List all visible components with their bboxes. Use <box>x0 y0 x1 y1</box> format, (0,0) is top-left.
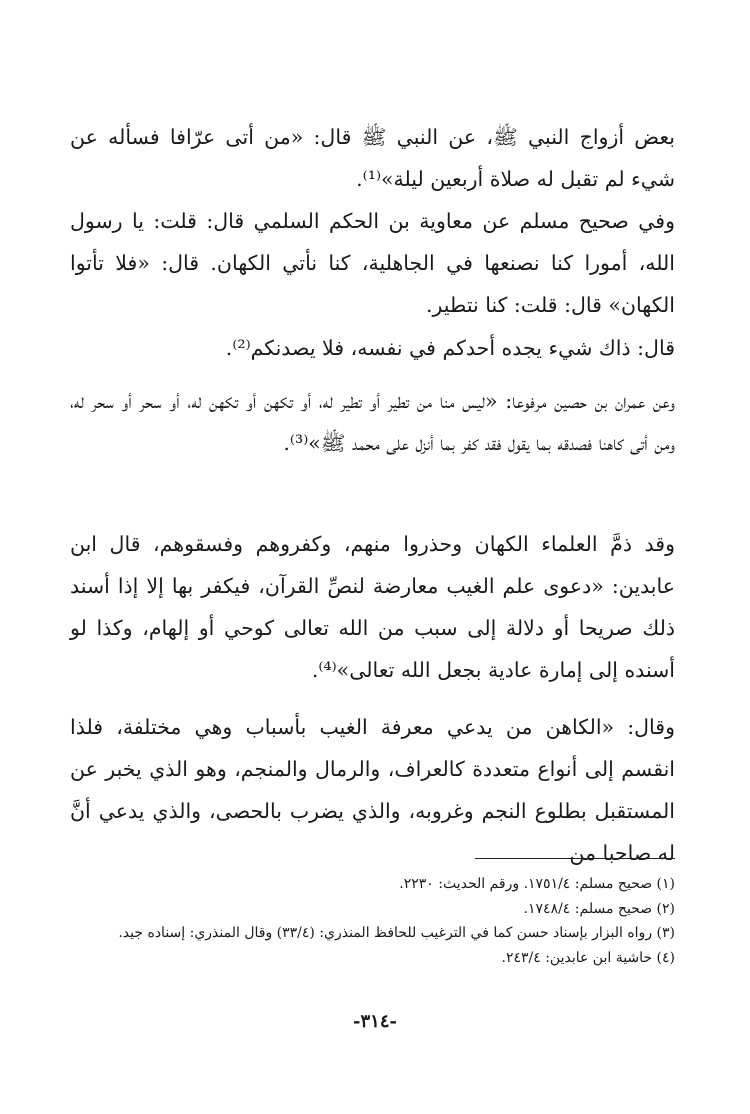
footnote-2: (٢) صحيح مسلم: ١٧٤٨/٤. <box>523 900 675 917</box>
body-paragraph-4: وعن عمران بن حصين مرفوعا: «ليس منا من تطير أو تطير له، أو تكهن أو تكهن له، أو سحر أو سحر له، ومن أتى كاهنا فصدقه بما يقول فقد كفر بما أنزل على محمد ﷺ»⁽³⁾. <box>70 389 675 455</box>
body-paragraph-6: وقال: «الكاهن من يدعي معرفة الغيب بأسباب وهي مختلفة، فلذا انقسم إلى أنواع متعددة كالعراف، والرمال والمنجم، وهو الذي يخبر عن المستقبل بطلوع النجم وغروبه، والذي يضرب بالحصى، والذي يدعي أنَّ له صاحبا من <box>70 715 675 865</box>
body-paragraph-5: وقد ذمَّ العلماء الكهان وحذروا منهم، وكفروهم وفسقوهم، قال ابن عابدين: «دعوى علم الغيب معارضة لنصِّ القرآن، فيكفر بها إلا إذا أسند ذلك صريحا أو دلالة إلى سبب من الله تعالى كوحي أو إلهام، وكذا لو أسنده إلى إمارة عادية بجعل الله تعالى»⁽⁴⁾. <box>70 532 675 682</box>
page-number: -٣١٤- <box>353 1011 397 1032</box>
footnote-1: (١) صحيح مسلم: ١٧٥١/٤. ورقم الحديث: ٢٢٣٠. <box>399 876 675 892</box>
footnote-4: (٤) حاشية ابن عابدين: ٢٤٣/٤. <box>501 949 675 966</box>
body-paragraph-2: وفي صحيح مسلم عن معاوية بن الحكم السلمي قال: قلت: يا رسول الله، أمورا كنا نصنعها في الجاهلية، كنا نأتي الكهان. قال: «فلا تأتوا الكهان» قال: قلت: كنا نتطير. <box>70 209 675 317</box>
footnotes-list <box>70 872 675 970</box>
footnote-separator <box>475 858 675 859</box>
body-paragraph-1: بعض أزواج النبي ﷺ، عن النبي ﷺ قال: «من أتى عرّافا فسأله عن شيء لم تقبل له صلاة أربعين ليلة»⁽¹⁾. <box>70 125 675 191</box>
body-paragraph-3: قال: ذاك شيء يجده أحدكم في نفسه، فلا يصدنكم⁽²⁾. <box>225 336 675 360</box>
footnote-3: (٣) رواه البزار بإسناد حسن كما في الترغيب للحافظ المنذري: (٣٣/٤) وقال المنذري: إسناده جيد. <box>118 925 675 941</box>
